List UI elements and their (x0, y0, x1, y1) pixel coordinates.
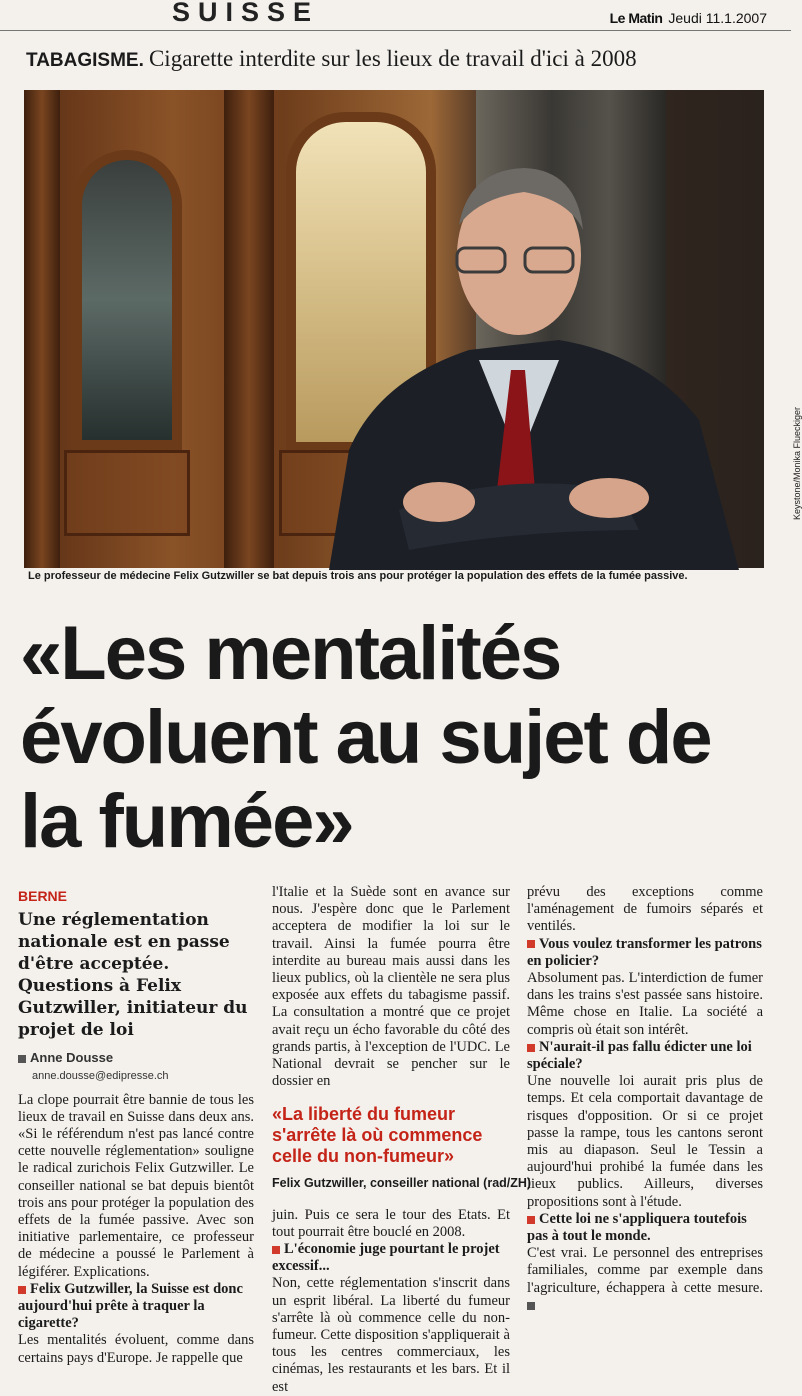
column-1 (18, 888, 254, 1367)
question-2: L'économie juge pourtant le projet excessif... (272, 1241, 500, 1275)
answer-1a: Les mentalités évoluent, comme dans certains pays d'Europe. Je rappelle que (18, 1332, 254, 1366)
article-photo (24, 90, 802, 568)
dateline: BERNE (18, 888, 68, 904)
question-1: Felix Gutzwiller, la Suisse est donc aujourd'hui prête à traquer la cigarette? (18, 1280, 243, 1332)
pull-quote (272, 1104, 532, 1198)
answer-5: C'est vrai. Le personnel des entreprises familiales, comme par exemple dans l'agriculture, échappera à cette mesure. (527, 1245, 763, 1314)
byline: Anne Dousse (18, 1049, 254, 1066)
answer-3: Absolument pas. L'interdiction de fumer dans les trains s'est passée sans histoire. Même chose en Italie. La société a compris où était son intérêt. (527, 970, 763, 1038)
publication-name: Le Matin (609, 10, 663, 26)
question-5: Cette loi ne s'appliquera toutefois pas à tout le monde. (527, 1210, 747, 1245)
page-header (0, 0, 791, 31)
photo-caption: Le professeur de médecine Felix Gutzwiller se bat depuis trois ans pour protéger la population des effets de la fumée passive. (28, 570, 688, 582)
answer-1b: l'Italie et la Suède sont en avance sur nous. J'espère donc que le Parlement acceptera de modifier la loi sur le travail. Ainsi la fumée pourra être interdite au bureau mais aussi dans les lieux publics, où la clientèle ne sera plus exposée aux effets du tabagisme passif. La consultation a montré que ce projet avait reçu un écho favorable du côté des grands partis, à l'exception de l'UDC. Le National devrait se pencher sur le dossier en (272, 884, 510, 1090)
author-email[interactable]: anne.dousse@edipresse.ch (32, 1070, 169, 1083)
question-3: Vous voulez transformer les patrons en policier? (527, 935, 762, 969)
answer-2b: prévu des exceptions comme l'aménagement de fumoirs séparés et ventilés. (527, 884, 763, 935)
masthead (610, 10, 767, 26)
photo-credit: Keystone/Monika Flueckiger (792, 406, 802, 520)
pull-quote-source: Felix Gutzwiller, conseiller national (rad/ZH) (272, 1176, 532, 1191)
answer-1c: juin. Puis ce sera le tour des Etats. Et tout pourrait être bouclé en 2008. (272, 1206, 510, 1240)
intro-paragraph: La clope pourrait être bannie de tous les lieux de travail en Suisse dans deux ans. «Si le référendum n'est pas lancé contre cette nouvelle réglementation» souligne le radical zurichois Felix Gutzwiller. Le conseiller national se bat depuis bientôt trois ans pour protéger la population des effets de la fumée passive. Avec son initiative parlementaire, ce professeur de médecine a poussé le Parlement à légiférer. Explications. (18, 1091, 254, 1280)
topic-kicker: TABAGISME. (26, 50, 144, 71)
topic-line (26, 46, 637, 72)
pull-quote-text: «La liberté du fumeur s'arrête là où commence celle du non-fumeur» (272, 1104, 483, 1167)
column-3 (527, 884, 763, 1314)
portrait-figure (319, 130, 759, 570)
topic-title: Cigarette interdite sur les lieux de travail d'ici à 2008 (148, 46, 637, 71)
window-left (72, 150, 182, 450)
section-title: SUISSE (172, 0, 320, 27)
column-2 (272, 884, 532, 1396)
headline: «Les mentalités évoluent au sujet de la fumée» (20, 611, 711, 864)
issue-date: Jeudi 11.1.2007 (668, 10, 767, 26)
answer-4: Une nouvelle loi aurait pris plus de temps. Et cela comportait davantage de risques d'opposition. Or si ce projet passe la rampe, tous les cantons seront mis au diapason. Seul le Tessin a aujourd'hui prohibé la fumée dans les lieux publics. Ailleurs, diverses propositions sont à l'étude. (527, 1073, 763, 1210)
question-4: N'aurait-il pas fallu édicter une loi spéciale? (527, 1038, 752, 1073)
end-mark (527, 1302, 535, 1310)
deck: Une réglementation nationale est en passe d'être acceptée. Questions à Felix Gutzwiller, initiateur du projet de loi (18, 910, 248, 1041)
answer-2a: Non, cette réglementation s'inscrit dans un esprit libéral. La liberté du fumeur s'arrête là où commence celle du non-fumeur. Cette disposition s'appliquerait à tous les centres commerciaux, les cinémas, les restaurants et les bars. Et il est (272, 1275, 510, 1395)
